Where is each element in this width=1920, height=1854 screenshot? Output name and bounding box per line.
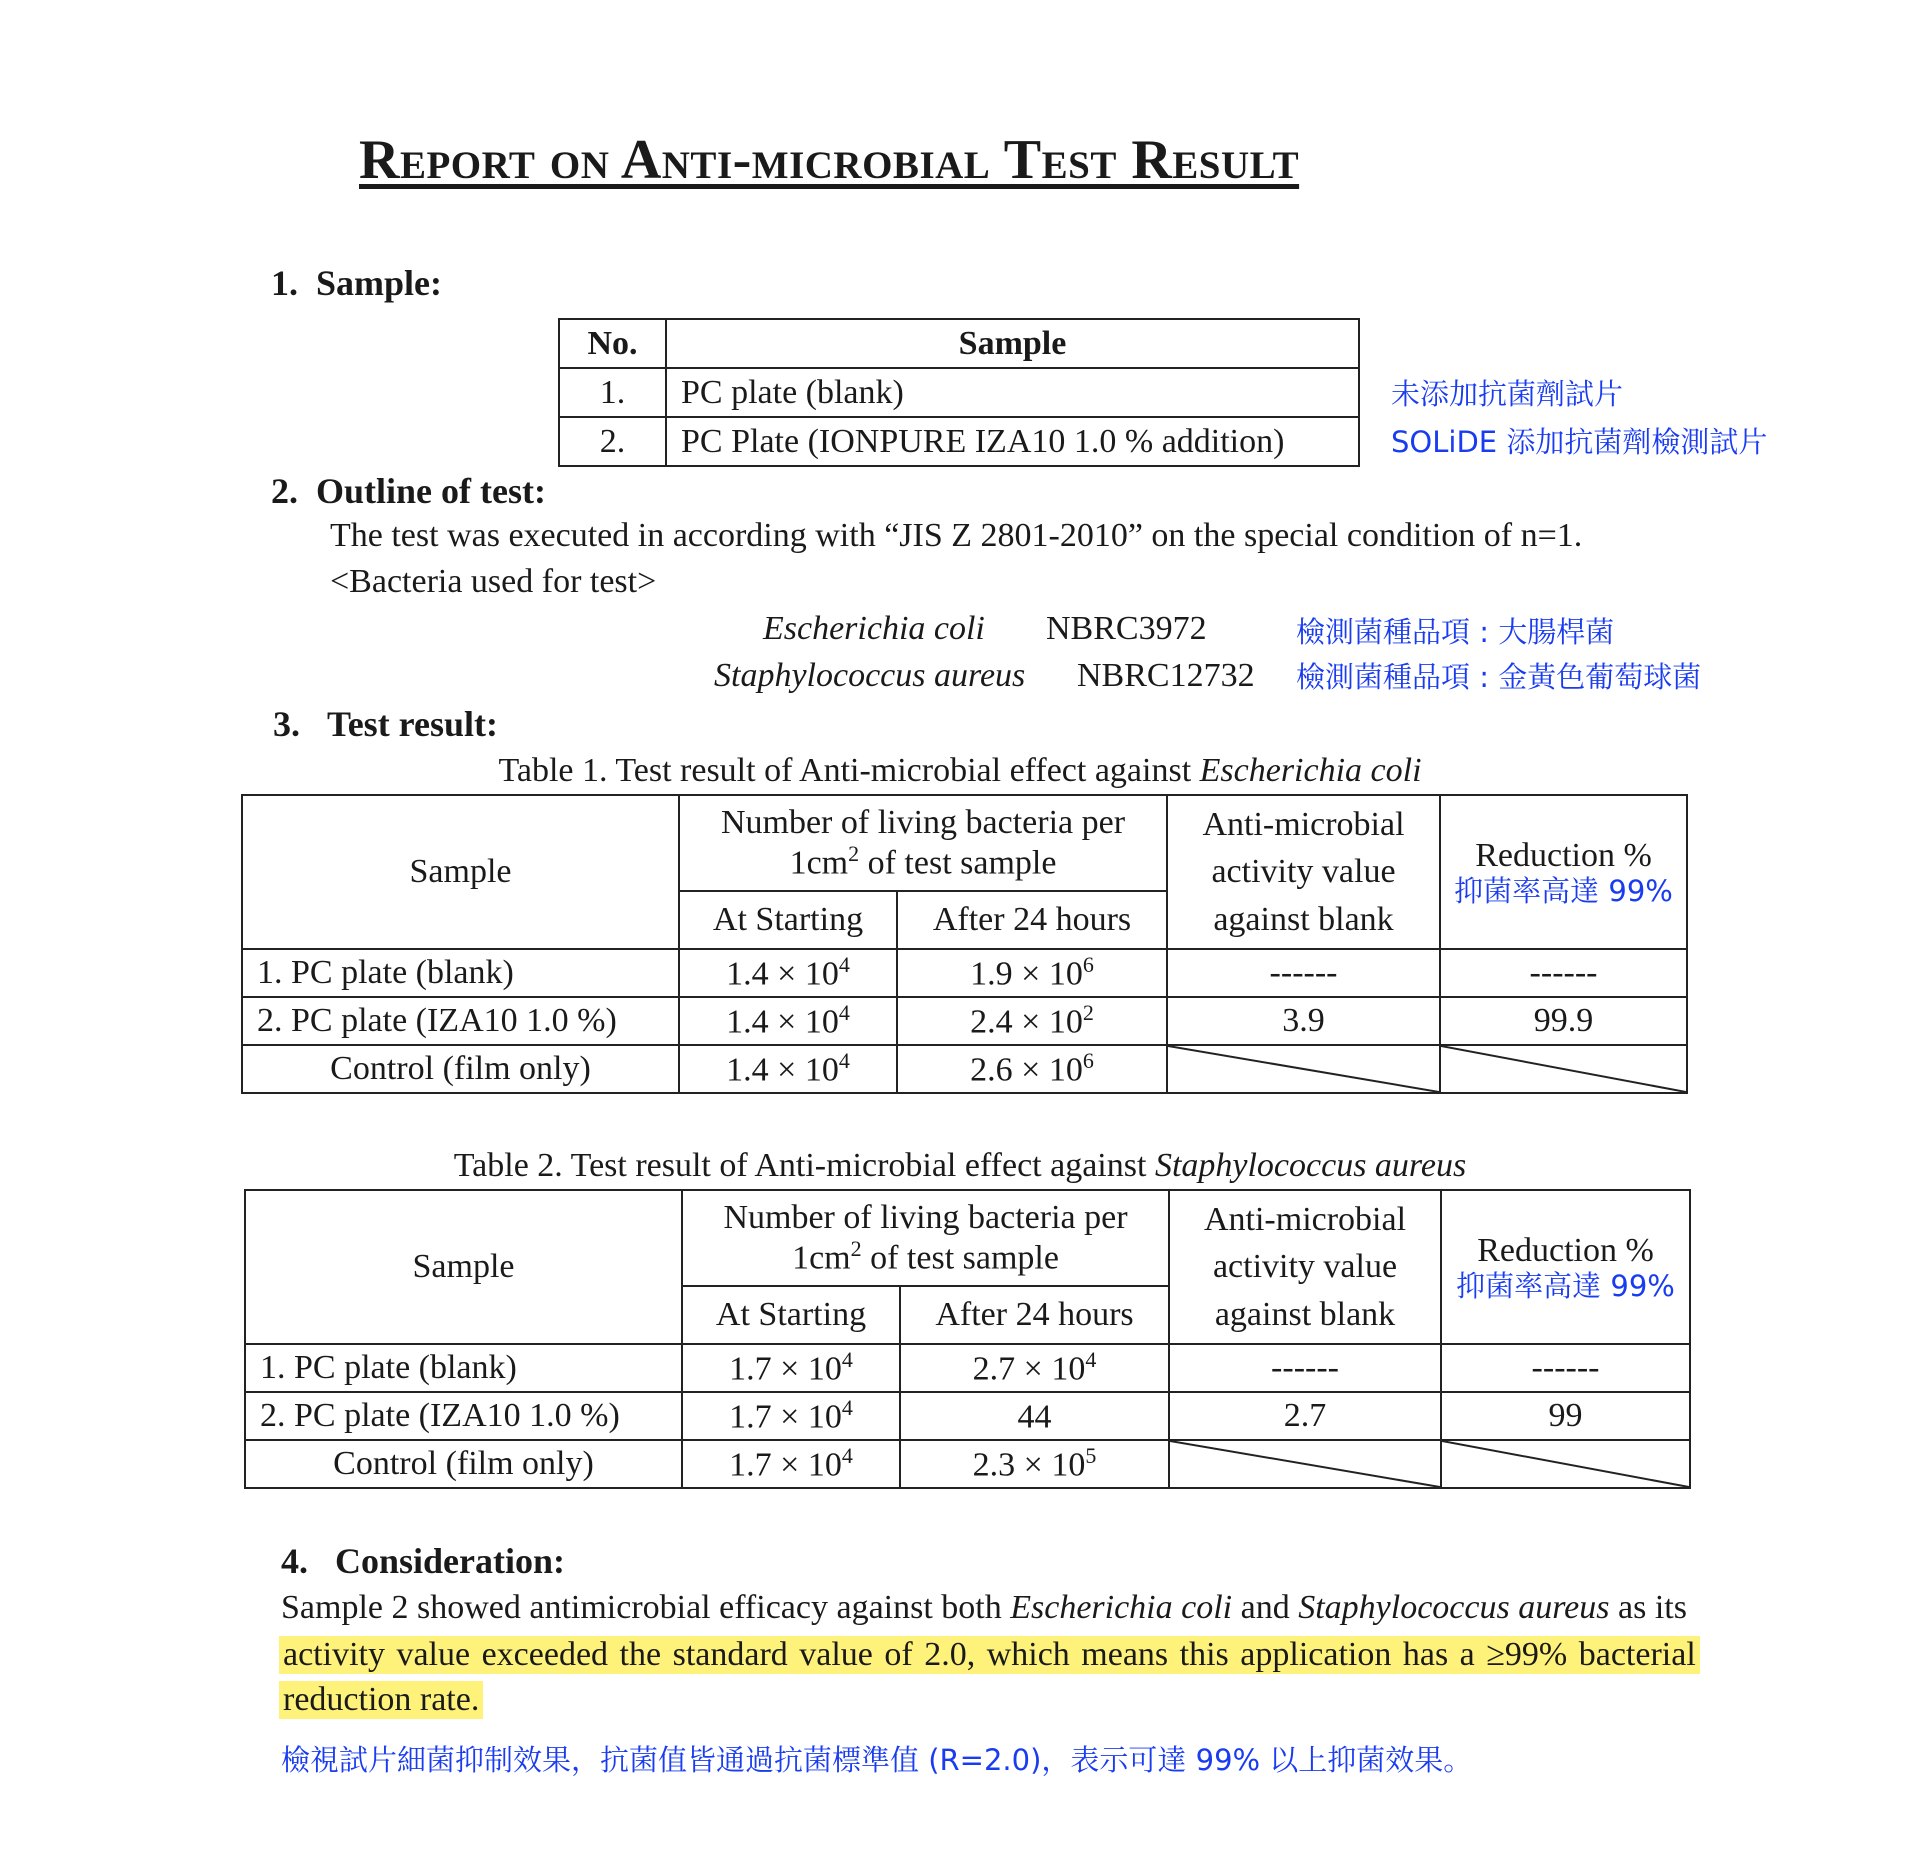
diagonal-line — [1170, 1441, 1440, 1487]
section-number: 4. — [281, 1541, 308, 1581]
header-text: Reduction % — [1477, 1231, 1654, 1269]
activity-cell: 3.9 — [1167, 997, 1440, 1045]
start-cell — [682, 1392, 900, 1440]
sample-cell: 1. PC plate (blank) — [245, 1344, 682, 1392]
result-table — [244, 1189, 1691, 1489]
sample-table — [558, 318, 1360, 467]
header-start: At Starting — [682, 1286, 900, 1344]
section-3-heading — [273, 703, 498, 745]
bacteria-code: NBRC3972 — [1046, 610, 1207, 647]
caption-text: Table 1. Test result of Anti-microbial effect against — [498, 752, 1200, 789]
unit-exp: 2 — [850, 1235, 862, 1261]
section-number: 1. — [271, 263, 298, 303]
header-sample: Sample — [242, 795, 679, 949]
empty-cell — [1169, 1440, 1441, 1488]
sample-cell: Control (film only) — [245, 1440, 682, 1488]
activity-cell: 2.7 — [1169, 1392, 1441, 1440]
reduction-note: 抑菌率高達 99% — [1456, 1268, 1675, 1303]
exponent: 4 — [838, 951, 850, 977]
header-sample: Sample — [245, 1190, 682, 1344]
caption-organism: Staphylococcus aureus — [1154, 1147, 1467, 1184]
col-header: Sample — [666, 319, 1359, 368]
exponent: 6 — [1082, 1047, 1094, 1073]
header-text — [683, 1237, 1168, 1277]
caption-organism: Escherichia coli — [1199, 752, 1422, 789]
cell: 2. — [559, 417, 666, 466]
col-header: No. — [559, 319, 666, 368]
header-activity — [1169, 1190, 1441, 1344]
mantissa: 1.7 × 10 — [729, 1446, 842, 1484]
bacteria-code: NBRC12732 — [1077, 657, 1255, 694]
section-4-heading — [281, 1540, 565, 1582]
table-row — [242, 949, 1687, 997]
unit-text: of test sample — [859, 844, 1057, 882]
after-cell — [900, 1440, 1169, 1488]
text: as its — [1609, 1589, 1687, 1626]
header-start: At Starting — [679, 891, 897, 949]
header-text: Anti-microbial — [1203, 1200, 1407, 1238]
after-cell — [897, 1045, 1167, 1093]
section-label: Outline of test: — [316, 471, 546, 511]
result-table — [241, 794, 1688, 1094]
header-text: Number of living bacteria per — [723, 1198, 1128, 1236]
header-text: activity value — [1211, 853, 1396, 891]
header-text: Reduction % — [1475, 836, 1652, 874]
header-count — [679, 795, 1167, 891]
sample-note: 未添加抗菌劑試片 — [1391, 377, 1624, 411]
section-label: Test result: — [327, 704, 498, 744]
diagonal-line — [1442, 1441, 1689, 1487]
exponent: 5 — [1085, 1442, 1097, 1468]
mantissa: 1.7 × 10 — [729, 1398, 842, 1436]
start-cell — [679, 997, 897, 1045]
consideration-line — [281, 1589, 1699, 1627]
section-number: 2. — [271, 471, 298, 511]
table-row — [245, 1344, 1690, 1392]
consideration-note: 檢視試片細菌抑制效果，抗菌值皆通過抗菌標準值 (R=2.0)，表示可達 99% 以上抑菌效果。 — [281, 1743, 1473, 1777]
highlighted-text: activity value exceeded the standard value of 2.0, which means this application has a ≥99% bacterial — [279, 1636, 1700, 1674]
header-reduction — [1440, 795, 1687, 949]
reduction-note: 抑菌率高達 99% — [1454, 873, 1673, 908]
sample-cell: Control (film only) — [242, 1045, 679, 1093]
mantissa: 1.4 × 10 — [726, 1051, 839, 1089]
page-title: Report on Anti-microbial Test Result — [359, 129, 1300, 191]
exponent: 4 — [841, 1394, 853, 1420]
organism: Escherichia coli — [1010, 1589, 1233, 1626]
reduction-cell: ------ — [1441, 1344, 1690, 1392]
exponent: 4 — [1085, 1346, 1097, 1372]
header-text: against blank — [1213, 900, 1394, 938]
after-cell — [900, 1392, 1169, 1440]
header-text: Anti-microbial — [1202, 805, 1405, 843]
bacteria-note: 檢測菌種品項 : 大腸桿菌 — [1296, 615, 1615, 649]
reduction-cell: ------ — [1440, 949, 1687, 997]
reduction-cell: 99.9 — [1440, 997, 1687, 1045]
cell: PC plate (blank) — [666, 368, 1359, 417]
header-text — [680, 842, 1166, 882]
header-text: against blank — [1214, 1295, 1396, 1333]
mantissa: 2.7 × 10 — [972, 1350, 1086, 1388]
section-label: Consideration: — [335, 1541, 566, 1581]
activity-cell: ------ — [1169, 1344, 1441, 1392]
table-row — [245, 1440, 1690, 1488]
bacteria-name: Staphylococcus aureus — [714, 657, 1026, 694]
exponent: 4 — [841, 1442, 853, 1468]
header-reduction — [1441, 1190, 1690, 1344]
mantissa: 1.4 × 10 — [726, 955, 839, 993]
exponent: 4 — [838, 1047, 850, 1073]
start-cell — [679, 949, 897, 997]
header-text: Number of living bacteria per — [720, 803, 1126, 841]
mantissa: 2.6 × 10 — [970, 1051, 1083, 1089]
table-row — [242, 1045, 1687, 1093]
text: and — [1232, 1589, 1299, 1626]
header-after: After 24 hours — [897, 891, 1167, 949]
section-2-heading — [271, 470, 546, 512]
mantissa: 44 — [1017, 1398, 1052, 1436]
start-cell — [679, 1045, 897, 1093]
mantissa: 1.4 × 10 — [726, 1003, 839, 1041]
header-activity — [1167, 795, 1440, 949]
section-number: 3. — [273, 704, 300, 744]
mantissa: 1.7 × 10 — [729, 1350, 842, 1388]
diagonal-line — [1168, 1046, 1439, 1092]
bacteria-label: <Bacteria used for test> — [330, 563, 657, 600]
bacteria-name: Escherichia coli — [763, 610, 985, 647]
caption-text: Table 2. Test result of Anti-microbial effect against — [453, 1147, 1155, 1184]
outline-text: The test was executed in according with “JIS Z 2801-2010” on the special condition of n=1. — [330, 517, 1583, 554]
activity-cell: ------ — [1167, 949, 1440, 997]
highlighted-text: reduction rate. — [279, 1681, 483, 1719]
sample-cell: 1. PC plate (blank) — [242, 949, 679, 997]
exponent: 2 — [1082, 999, 1094, 1025]
cell: PC Plate (IONPURE IZA10 1.0 % addition) — [666, 417, 1359, 466]
reduction-cell: 99 — [1441, 1392, 1690, 1440]
empty-cell — [1441, 1440, 1690, 1488]
table-caption — [0, 752, 1920, 790]
header-count — [682, 1190, 1169, 1286]
mantissa: 2.3 × 10 — [972, 1446, 1086, 1484]
exponent: 4 — [838, 999, 850, 1025]
table-row — [245, 1392, 1690, 1440]
header-after: After 24 hours — [900, 1286, 1169, 1344]
unit-exp: 2 — [848, 840, 860, 866]
mantissa: 2.4 × 10 — [970, 1003, 1083, 1041]
sample-cell: 2. PC plate (IZA10 1.0 %) — [242, 997, 679, 1045]
start-cell — [682, 1344, 900, 1392]
empty-cell — [1167, 1045, 1440, 1093]
sample-cell: 2. PC plate (IZA10 1.0 %) — [245, 1392, 682, 1440]
section-label: Sample: — [316, 263, 442, 303]
table-row — [242, 997, 1687, 1045]
after-cell — [897, 997, 1167, 1045]
after-cell — [900, 1344, 1169, 1392]
mantissa: 1.9 × 10 — [970, 955, 1083, 993]
start-cell — [682, 1440, 900, 1488]
diagonal-line — [1441, 1046, 1686, 1092]
bacteria-note: 檢測菌種品項 : 金黃色葡萄球菌 — [1296, 660, 1702, 694]
unit: 1cm — [792, 1239, 851, 1277]
after-cell — [897, 949, 1167, 997]
unit: 1cm — [789, 844, 849, 882]
table-caption — [0, 1147, 1920, 1185]
exponent: 6 — [1082, 951, 1094, 977]
text: Sample 2 showed antimicrobial efficacy against both — [281, 1589, 1011, 1626]
organism: Staphylococcus aureus — [1298, 1589, 1610, 1626]
section-1-heading — [271, 262, 442, 304]
empty-cell — [1440, 1045, 1687, 1093]
cell: 1. — [559, 368, 666, 417]
exponent: 4 — [841, 1346, 853, 1372]
sample-note: SOLiDE 添加抗菌劑檢測試片 — [1391, 425, 1768, 459]
unit-text: of test sample — [861, 1239, 1059, 1277]
header-text: activity value — [1212, 1248, 1398, 1286]
